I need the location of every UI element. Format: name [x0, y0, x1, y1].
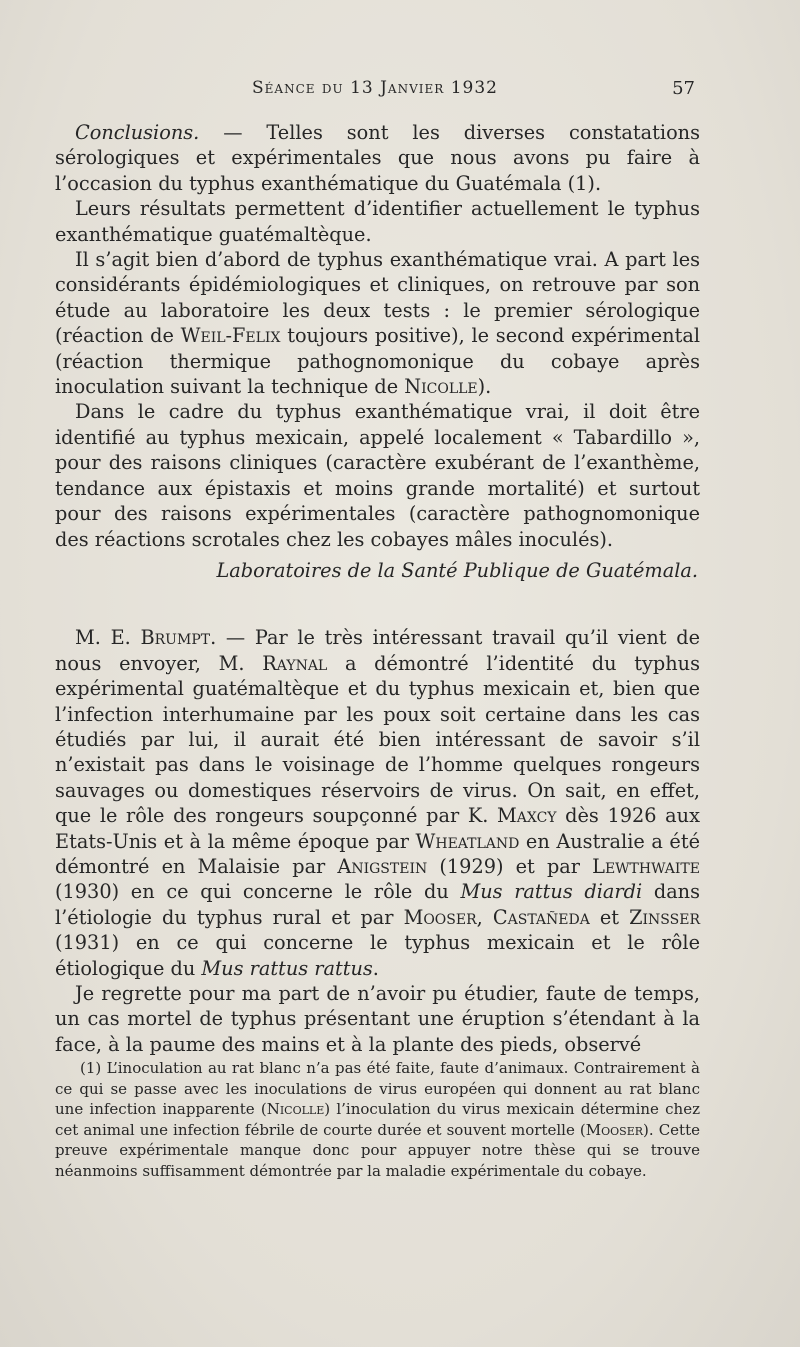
paragraph-typhus-vrai	[55, 247, 700, 399]
text-span: ,	[476, 905, 493, 929]
text-span: dans l’étiologie du typhus rural et par	[55, 880, 700, 929]
conclusions-lead: Conclusions.	[75, 121, 200, 144]
author-nicolle: Nicolle	[266, 1100, 325, 1118]
paragraph-brumpt	[55, 625, 700, 981]
text-span: a démontré l’identité du typhus expérimental guatémaltèque et du typhus mexicain et, bien que l’infection interhumaine par les poux soit certaine dans les cas étudiés par lui, il aurait été bien intéressant de savoir s’il n’existait pas dans le voisinage de l’homme quelques rongeurs sauvages ou domestiques réservoirs de virus. On sait, en effet, que le rôle des rongeurs soupçonné par K.	[55, 651, 700, 828]
text-span: et	[589, 905, 630, 929]
text-span: (1929) et par	[427, 854, 593, 878]
author-nicolle: Nicolle	[404, 375, 478, 399]
page-number: 57	[672, 78, 695, 99]
text-span: (1931) en ce qui concerne le typhus mexicain et le rôle étiologique du	[55, 931, 700, 980]
text-span: . — Par le très intéressant travail qu’il vient de nous envoyer, M.	[55, 626, 700, 675]
text-span: en Australie a été démontré en Malaisie par	[55, 829, 700, 878]
species-mus-rattus-diardi: Mus rattus diardi	[460, 880, 643, 904]
author-wheatland: Wheatland	[415, 829, 520, 853]
text-span: toujours positive), le second expérimental (réaction thermique pathognomonique du cobaye après inoculation suivant la technique de	[55, 324, 700, 399]
paragraph-results: Leurs résultats permettent d’identifier actuellement le typhus exanthématique guatémaltèque.	[55, 197, 700, 246]
author-zinsser: Zinsser	[629, 905, 700, 929]
footnote-1	[55, 1058, 700, 1181]
text-span: ) l’inoculation du virus mexicain détermine chez cet animal une infection fébrile de courte durée et souvent mortelle (	[55, 1100, 700, 1139]
author-mooser: Mooser	[403, 905, 477, 929]
body-text	[55, 120, 700, 1057]
text-span: Il s’agit bien d’abord de typhus exanthématique vrai. A part les considérants épidémiologiques et cliniques, on retrouve par son étude au laboratoire les deux tests : le premier sérologique (réaction de	[55, 248, 700, 348]
text-span: (1) L’inoculation au rat blanc n’a pas été faite, faute d’animaux. Contrairement à ce qui se passe avec les inoculations de virus européen qui donnent au rat blanc une infection inapparente (	[55, 1059, 700, 1118]
text-span: dès 1926 aux Etats-Unis et à la même époque par	[55, 804, 700, 853]
author-brumpt: Brumpt	[140, 626, 211, 650]
author-weil-felix: Weil-Felix	[180, 324, 281, 348]
footnote	[55, 1058, 700, 1181]
section-gap	[55, 583, 700, 625]
author-lewthwaite: Lewthwaite	[592, 854, 700, 878]
author-raynal: Raynal	[262, 651, 328, 675]
text-span: .	[372, 956, 379, 980]
text-span: ). Cette preuve expérimentale manque donc pour appuyer notre thèse qui se trouve néanmoins suffisamment démontrée par la maladie expérimentale du cobaye.	[55, 1120, 700, 1180]
running-head	[55, 78, 695, 102]
running-title: Séance du 13 Janvier 1932	[252, 78, 498, 98]
text-span: ).	[477, 375, 492, 399]
paragraph-typhus-mexicain: Dans le cadre du typhus exanthématique vrai, il doit être identifié au typhus mexicain, appelé localement « Tabardillo », pour des raisons cliniques (caractère exubérant de l’exanthème, tendance aux épistaxis et moins grande mortalité) et surtout pour des raisons expérimentales (caractère pathognomonique des réactions scrotales chez les cobayes mâles inoculés).	[55, 400, 700, 551]
signature-laboratoires: Laboratoires de la Santé Publique de Guatémala.	[216, 558, 698, 582]
text-span: M. E.	[75, 626, 141, 650]
author-maxcy: Maxcy	[497, 804, 557, 828]
conclusions-text: — Telles sont les diverses constatations sérologiques et expérimentales que nous avons pu faire à l’occasion du typhus exanthématique du Guatémala (1).	[55, 121, 700, 195]
author-anigstein: Anigstein	[337, 854, 428, 878]
paragraph-conclusions	[55, 120, 700, 196]
paragraph-regret: Je regrette pour ma part de n’avoir pu étudier, faute de temps, un cas mortel de typhus présentant une éruption s’étendant à la face, à la paume des mains et à la plante des pieds, observé	[55, 982, 700, 1056]
author-castaneda: Castañeda	[492, 905, 590, 929]
text-span: (1930) en ce qui concerne le rôle du	[55, 880, 461, 904]
species-mus-rattus-rattus: Mus rattus rattus	[201, 956, 373, 980]
author-mooser: Mooser	[585, 1120, 644, 1139]
